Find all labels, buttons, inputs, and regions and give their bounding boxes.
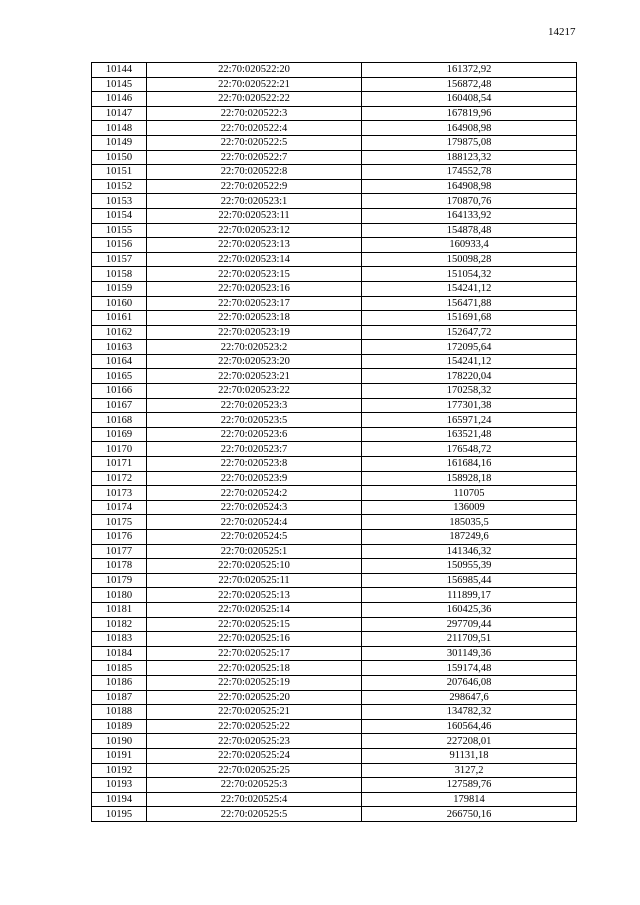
- cadastral-number-cell: 22:70:020523:15: [147, 267, 362, 282]
- cadastral-number-cell: 22:70:020524:4: [147, 515, 362, 530]
- row-number-cell: 10165: [92, 369, 147, 384]
- table-row: [92, 267, 577, 282]
- row-number-cell: 10192: [92, 763, 147, 778]
- row-number-cell: 10195: [92, 807, 147, 822]
- cadastral-number-cell: 22:70:020525:20: [147, 690, 362, 705]
- row-number-cell: 10190: [92, 734, 147, 749]
- cadastral-value-cell: 170258,32: [362, 384, 577, 399]
- row-number-cell: 10178: [92, 559, 147, 574]
- cadastral-value-cell: 164908,98: [362, 121, 577, 136]
- cadastral-number-cell: 22:70:020525:11: [147, 573, 362, 588]
- row-number-cell: 10176: [92, 530, 147, 545]
- table-row: [92, 369, 577, 384]
- cadastral-number-cell: 22:70:020525:17: [147, 646, 362, 661]
- row-number-cell: 10166: [92, 384, 147, 399]
- cadastral-value-cell: 110705: [362, 486, 577, 501]
- row-number-cell: 10157: [92, 252, 147, 267]
- row-number-cell: 10148: [92, 121, 147, 136]
- row-number-cell: 10191: [92, 748, 147, 763]
- cadastral-number-cell: 22:70:020525:18: [147, 661, 362, 676]
- table-row: [92, 252, 577, 267]
- cadastral-number-cell: 22:70:020525:25: [147, 763, 362, 778]
- table-row: [92, 748, 577, 763]
- table-row: [92, 559, 577, 574]
- row-number-cell: 10161: [92, 311, 147, 326]
- cadastral-number-cell: 22:70:020523:11: [147, 208, 362, 223]
- cadastral-value-cell: 156985,44: [362, 573, 577, 588]
- cadastral-value-cell: 266750,16: [362, 807, 577, 822]
- cadastral-value-cell: 298647,6: [362, 690, 577, 705]
- cadastral-number-cell: 22:70:020524:3: [147, 500, 362, 515]
- cadastral-number-cell: 22:70:020523:8: [147, 457, 362, 472]
- row-number-cell: 10187: [92, 690, 147, 705]
- cadastral-number-cell: 22:70:020525:22: [147, 719, 362, 734]
- row-number-cell: 10194: [92, 792, 147, 807]
- cadastral-number-cell: 22:70:020523:1: [147, 194, 362, 209]
- cadastral-value-cell: 174552,78: [362, 165, 577, 180]
- row-number-cell: 10188: [92, 705, 147, 720]
- table-row: [92, 340, 577, 355]
- table-row: [92, 544, 577, 559]
- table-row: [92, 311, 577, 326]
- cadastral-value-cell: 91131,18: [362, 748, 577, 763]
- cadastral-value-cell: 154241,12: [362, 281, 577, 296]
- table-row: [92, 661, 577, 676]
- cadastral-value-cell: 160408,54: [362, 92, 577, 107]
- table-row: [92, 807, 577, 822]
- row-number-cell: 10186: [92, 675, 147, 690]
- row-number-cell: 10145: [92, 77, 147, 92]
- row-number-cell: 10167: [92, 398, 147, 413]
- cadastral-value-cell: 187249,6: [362, 530, 577, 545]
- cadastral-value-cell: 164133,92: [362, 208, 577, 223]
- cadastral-value-cell: 227208,01: [362, 734, 577, 749]
- cadastral-number-cell: 22:70:020523:20: [147, 354, 362, 369]
- cadastral-number-cell: 22:70:020525:4: [147, 792, 362, 807]
- cadastral-value-cell: 170870,76: [362, 194, 577, 209]
- cadastral-number-cell: 22:70:020523:9: [147, 471, 362, 486]
- row-number-cell: 10144: [92, 63, 147, 78]
- cadastral-value-cell: 188123,32: [362, 150, 577, 165]
- cadastral-value-cell: 156471,88: [362, 296, 577, 311]
- cadastral-value-cell: 151054,32: [362, 267, 577, 282]
- row-number-cell: 10163: [92, 340, 147, 355]
- cadastral-number-cell: 22:70:020523:22: [147, 384, 362, 399]
- row-number-cell: 10169: [92, 427, 147, 442]
- cadastral-number-cell: 22:70:020523:19: [147, 325, 362, 340]
- cadastral-value-cell: 172095,64: [362, 340, 577, 355]
- cadastral-number-cell: 22:70:020523:16: [147, 281, 362, 296]
- cadastral-value-cell: 167819,96: [362, 106, 577, 121]
- cadastral-number-cell: 22:70:020522:20: [147, 63, 362, 78]
- cadastral-number-cell: 22:70:020523:17: [147, 296, 362, 311]
- table-row: [92, 208, 577, 223]
- table-row: [92, 602, 577, 617]
- table-row: [92, 150, 577, 165]
- table-row: [92, 92, 577, 107]
- table-row: [92, 194, 577, 209]
- table-row: [92, 106, 577, 121]
- row-number-cell: 10162: [92, 325, 147, 340]
- cadastral-value-cell: 154241,12: [362, 354, 577, 369]
- row-number-cell: 10193: [92, 778, 147, 793]
- cadastral-value-cell: 179875,08: [362, 135, 577, 150]
- table-row: [92, 427, 577, 442]
- table-row: [92, 238, 577, 253]
- cadastral-value-cell: 127589,76: [362, 778, 577, 793]
- cadastral-number-cell: 22:70:020522:7: [147, 150, 362, 165]
- row-number-cell: 10156: [92, 238, 147, 253]
- cadastral-number-cell: 22:70:020523:6: [147, 427, 362, 442]
- cadastral-value-cell: 164908,98: [362, 179, 577, 194]
- row-number-cell: 10180: [92, 588, 147, 603]
- cadastral-number-cell: 22:70:020523:12: [147, 223, 362, 238]
- cadastral-value-cell: 207646,08: [362, 675, 577, 690]
- table-row: [92, 573, 577, 588]
- row-number-cell: 10174: [92, 500, 147, 515]
- table-row: [92, 442, 577, 457]
- table-row: [92, 734, 577, 749]
- cadastral-number-cell: 22:70:020523:7: [147, 442, 362, 457]
- cadastral-value-cell: 160564,46: [362, 719, 577, 734]
- cadastral-value-cell: 111899,17: [362, 588, 577, 603]
- cadastral-number-cell: 22:70:020525:1: [147, 544, 362, 559]
- table-row: [92, 617, 577, 632]
- cadastral-value-cell: 158928,18: [362, 471, 577, 486]
- row-number-cell: 10179: [92, 573, 147, 588]
- cadastral-number-cell: 22:70:020522:8: [147, 165, 362, 180]
- cadastral-number-cell: 22:70:020525:3: [147, 778, 362, 793]
- cadastral-value-cell: 185035,5: [362, 515, 577, 530]
- cadastral-number-cell: 22:70:020525:19: [147, 675, 362, 690]
- table-row: [92, 413, 577, 428]
- cadastral-number-cell: 22:70:020523:2: [147, 340, 362, 355]
- table-row: [92, 515, 577, 530]
- cadastral-number-cell: 22:70:020522:5: [147, 135, 362, 150]
- table-row: [92, 500, 577, 515]
- cadastral-value-cell: 154878,48: [362, 223, 577, 238]
- table-row: [92, 354, 577, 369]
- table-row: [92, 690, 577, 705]
- table-row: [92, 792, 577, 807]
- cadastral-number-cell: 22:70:020522:9: [147, 179, 362, 194]
- cadastral-value-table: [91, 62, 577, 822]
- cadastral-value-cell: 179814: [362, 792, 577, 807]
- row-number-cell: 10146: [92, 92, 147, 107]
- cadastral-number-cell: 22:70:020524:2: [147, 486, 362, 501]
- row-number-cell: 10152: [92, 179, 147, 194]
- table-row: [92, 763, 577, 778]
- row-number-cell: 10155: [92, 223, 147, 238]
- row-number-cell: 10158: [92, 267, 147, 282]
- table-row: [92, 223, 577, 238]
- cadastral-value-cell: 165971,24: [362, 413, 577, 428]
- cadastral-number-cell: 22:70:020522:3: [147, 106, 362, 121]
- cadastral-number-cell: 22:70:020525:24: [147, 748, 362, 763]
- cadastral-value-cell: 150955,39: [362, 559, 577, 574]
- table-row: [92, 471, 577, 486]
- cadastral-value-cell: 156872,48: [362, 77, 577, 92]
- cadastral-value-cell: 151691,68: [362, 311, 577, 326]
- cadastral-number-cell: 22:70:020523:13: [147, 238, 362, 253]
- cadastral-value-cell: 178220,04: [362, 369, 577, 384]
- cadastral-value-cell: 176548,72: [362, 442, 577, 457]
- row-number-cell: 10151: [92, 165, 147, 180]
- table-row: [92, 719, 577, 734]
- cadastral-value-cell: 161372,92: [362, 63, 577, 78]
- cadastral-value-cell: 136009: [362, 500, 577, 515]
- row-number-cell: 10149: [92, 135, 147, 150]
- cadastral-value-cell: 150098,28: [362, 252, 577, 267]
- table-row: [92, 486, 577, 501]
- table-row: [92, 135, 577, 150]
- cadastral-value-cell: 159174,48: [362, 661, 577, 676]
- row-number-cell: 10184: [92, 646, 147, 661]
- row-number-cell: 10171: [92, 457, 147, 472]
- cadastral-value-cell: 141346,32: [362, 544, 577, 559]
- cadastral-number-cell: 22:70:020523:5: [147, 413, 362, 428]
- cadastral-value-cell: 160425,36: [362, 602, 577, 617]
- row-number-cell: 10175: [92, 515, 147, 530]
- table-row: [92, 632, 577, 647]
- row-number-cell: 10153: [92, 194, 147, 209]
- cadastral-number-cell: 22:70:020525:10: [147, 559, 362, 574]
- table-row: [92, 384, 577, 399]
- cadastral-value-cell: 297709,44: [362, 617, 577, 632]
- cadastral-number-cell: 22:70:020525:14: [147, 602, 362, 617]
- row-number-cell: 10172: [92, 471, 147, 486]
- cadastral-value-cell: 134782,32: [362, 705, 577, 720]
- table-row: [92, 398, 577, 413]
- row-number-cell: 10170: [92, 442, 147, 457]
- row-number-cell: 10154: [92, 208, 147, 223]
- cadastral-number-cell: 22:70:020524:5: [147, 530, 362, 545]
- cadastral-value-cell: 177301,38: [362, 398, 577, 413]
- cadastral-value-cell: 152647,72: [362, 325, 577, 340]
- table-row: [92, 457, 577, 472]
- cadastral-value-cell: 160933,4: [362, 238, 577, 253]
- row-number-cell: 10150: [92, 150, 147, 165]
- row-number-cell: 10183: [92, 632, 147, 647]
- row-number-cell: 10159: [92, 281, 147, 296]
- row-number-cell: 10181: [92, 602, 147, 617]
- page-number: 14217: [548, 26, 576, 38]
- table-row: [92, 165, 577, 180]
- row-number-cell: 10189: [92, 719, 147, 734]
- table-row: [92, 646, 577, 661]
- cadastral-number-cell: 22:70:020523:3: [147, 398, 362, 413]
- row-number-cell: 10164: [92, 354, 147, 369]
- table-row: [92, 63, 577, 78]
- table-row: [92, 77, 577, 92]
- table-row: [92, 296, 577, 311]
- cadastral-value-cell: 211709,51: [362, 632, 577, 647]
- cadastral-number-cell: 22:70:020523:18: [147, 311, 362, 326]
- cadastral-number-cell: 22:70:020525:15: [147, 617, 362, 632]
- cadastral-number-cell: 22:70:020522:22: [147, 92, 362, 107]
- cadastral-value-cell: 301149,36: [362, 646, 577, 661]
- table-row: [92, 179, 577, 194]
- cadastral-value-cell: 161684,16: [362, 457, 577, 472]
- cadastral-number-cell: 22:70:020523:21: [147, 369, 362, 384]
- row-number-cell: 10182: [92, 617, 147, 632]
- cadastral-number-cell: 22:70:020523:14: [147, 252, 362, 267]
- row-number-cell: 10160: [92, 296, 147, 311]
- row-number-cell: 10185: [92, 661, 147, 676]
- table-row: [92, 121, 577, 136]
- cadastral-number-cell: 22:70:020522:4: [147, 121, 362, 136]
- cadastral-value-cell: 3127,2: [362, 763, 577, 778]
- table-row: [92, 588, 577, 603]
- table-body: [92, 63, 577, 822]
- table-row: [92, 778, 577, 793]
- cadastral-number-cell: 22:70:020525:5: [147, 807, 362, 822]
- table-row: [92, 675, 577, 690]
- row-number-cell: 10173: [92, 486, 147, 501]
- table-row: [92, 705, 577, 720]
- cadastral-value-cell: 163521,48: [362, 427, 577, 442]
- cadastral-number-cell: 22:70:020525:21: [147, 705, 362, 720]
- cadastral-number-cell: 22:70:020525:23: [147, 734, 362, 749]
- table-row: [92, 325, 577, 340]
- row-number-cell: 10177: [92, 544, 147, 559]
- table-row: [92, 281, 577, 296]
- row-number-cell: 10168: [92, 413, 147, 428]
- table-row: [92, 530, 577, 545]
- cadastral-number-cell: 22:70:020525:13: [147, 588, 362, 603]
- row-number-cell: 10147: [92, 106, 147, 121]
- cadastral-number-cell: 22:70:020525:16: [147, 632, 362, 647]
- cadastral-number-cell: 22:70:020522:21: [147, 77, 362, 92]
